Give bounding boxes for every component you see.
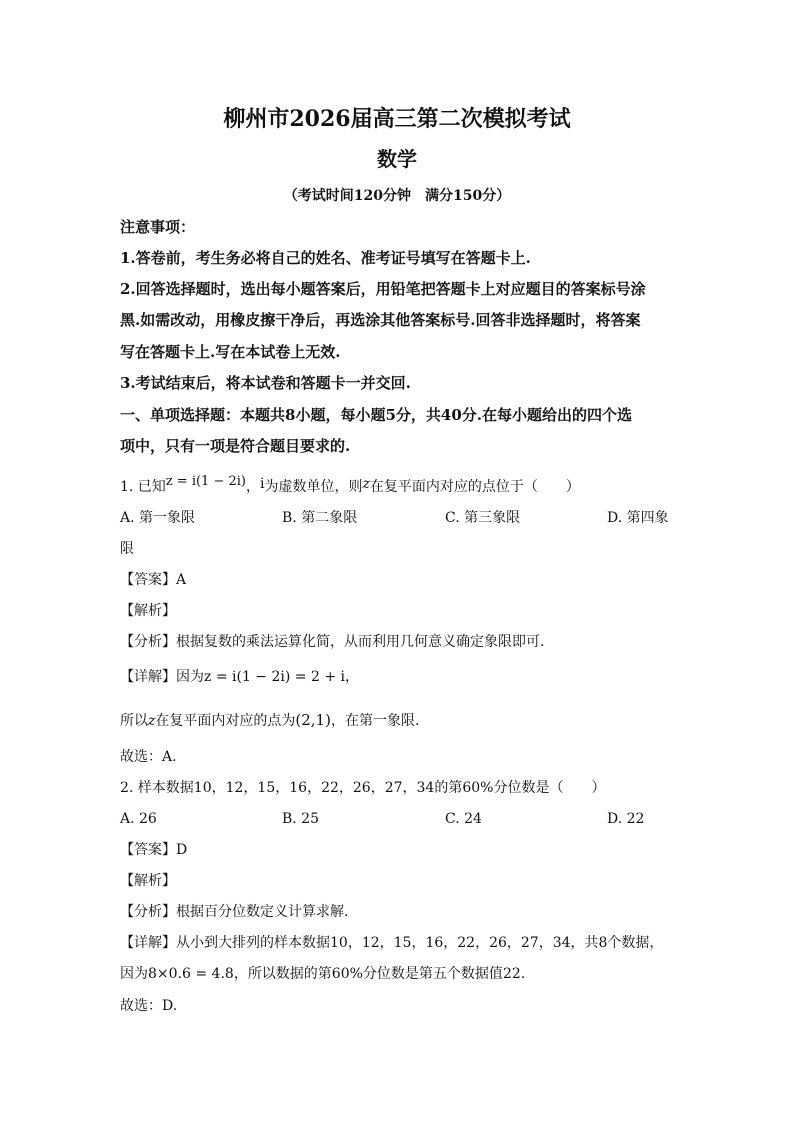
q2-choose: 故选：D. — [120, 998, 178, 1014]
exam-time-note: （考试时间120分钟 满分150分） — [283, 188, 511, 204]
q2-option-c: C. 24 — [445, 811, 482, 827]
q1-line2-prefix: 所以 — [120, 713, 148, 729]
q1-detail-line-1 — [120, 667, 359, 687]
q1-option-c: C. 第三象限 — [445, 510, 521, 526]
q1-detail-suffix: ， — [344, 669, 359, 685]
notice-item-2-line-1: 2.回答选择题时，选出每小题答案后，用铅笔把答题卡上对应题目的答案标号涂 — [120, 280, 646, 298]
section-1-heading-line-1: 一、单项选择题：本题共8小题，每小题5分，共40分.在每小题给出的四个选 — [120, 406, 632, 424]
section-1-heading-line-2: 项中，只有一项是符合题目要求的. — [120, 437, 351, 455]
exam-title: 柳州市2026届高三第二次模拟考试 — [223, 106, 571, 132]
q2-option-b: B. 25 — [282, 811, 320, 827]
notice-item-1: 1.答卷前，考生务必将自己的姓名、准考证号填写在答题卡上. — [120, 249, 531, 267]
q2-analysis: 【分析】根据百分位数定义计算求解. — [120, 904, 349, 920]
q1-line2-suffix: ，在第一象限. — [330, 713, 420, 729]
q1-line2-mid: 在复平面内对应的点为 — [155, 713, 296, 729]
q2-calc-line — [120, 964, 525, 984]
q1-detail-formula: z = i(1 − 2i) = 2 + i — [204, 669, 345, 685]
notice-item-2-line-2: 黑.如需改动，用橡皮擦干净后，再选涂其他答案标号.回答非选择题时，将答案 — [120, 311, 641, 329]
q1-analysis: 【分析】根据复数的乘法运算化简，从而利用几何意义确定象限即可. — [120, 634, 545, 650]
subject-title: 数学 — [377, 147, 417, 171]
q1-prefix: 1. 已知 — [120, 479, 166, 495]
q1-option-d-wrap: 限 — [120, 541, 134, 557]
q1-line2-point: (2,1) — [295, 711, 331, 729]
q2-jiexi-label: 【解析】 — [120, 873, 176, 889]
question-2-stem: 2. 样本数据10，12，15，16，22，26，27，34的第60%分位数是（ ） — [120, 780, 606, 796]
q2-option-d: D. 22 — [607, 811, 645, 827]
q1-jiexi-label: 【解析】 — [120, 603, 176, 619]
q1-answer: 【答案】A — [120, 572, 187, 588]
q2-detail: 【详解】从小到大排列的样本数据10，12，15，16，22，26，27，34，共8个数据， — [120, 935, 664, 951]
q1-mid2: 为虚数单位，则 — [264, 479, 363, 495]
question-1-stem — [120, 474, 580, 498]
q1-suffix: 在复平面内对应的点位于（ ） — [369, 479, 580, 495]
q2-option-a: A. 26 — [120, 811, 157, 827]
q1-line2-z: z — [148, 713, 156, 729]
q1-option-b: B. 第二象限 — [282, 510, 358, 526]
q1-mid1: ， — [245, 479, 260, 495]
q1-option-d: D. 第四象 — [607, 510, 669, 526]
q2-calc-suffix: . — [520, 966, 526, 982]
q1-detail-prefix: 【详解】因为 — [120, 669, 204, 685]
q1-option-a: A. 第一象限 — [120, 510, 196, 526]
notice-item-2-line-3: 写在答题卡上.写在本试卷上无效. — [120, 343, 341, 361]
q2-calc-value: 22 — [502, 966, 521, 982]
q1-z-symbol: z — [362, 476, 370, 492]
q2-calc-formula: 8×0.6 = 4.8 — [148, 966, 234, 982]
q1-detail-line-2 — [120, 710, 419, 731]
q2-calc-mid: ，所以数据的第60%分位数是第五个数据值 — [233, 966, 503, 982]
q1-i-symbol: i — [259, 476, 265, 492]
q1-choose: 故选：A. — [120, 749, 177, 765]
q2-answer: 【答案】D — [120, 842, 188, 858]
notice-item-3: 3.考试结束后，将本试卷和答题卡一并交回. — [120, 374, 411, 392]
q2-calc-prefix: 因为 — [120, 966, 148, 982]
q1-formula: z = i(1 − 2i) — [165, 474, 246, 489]
notice-heading: 注意事项： — [120, 218, 196, 236]
